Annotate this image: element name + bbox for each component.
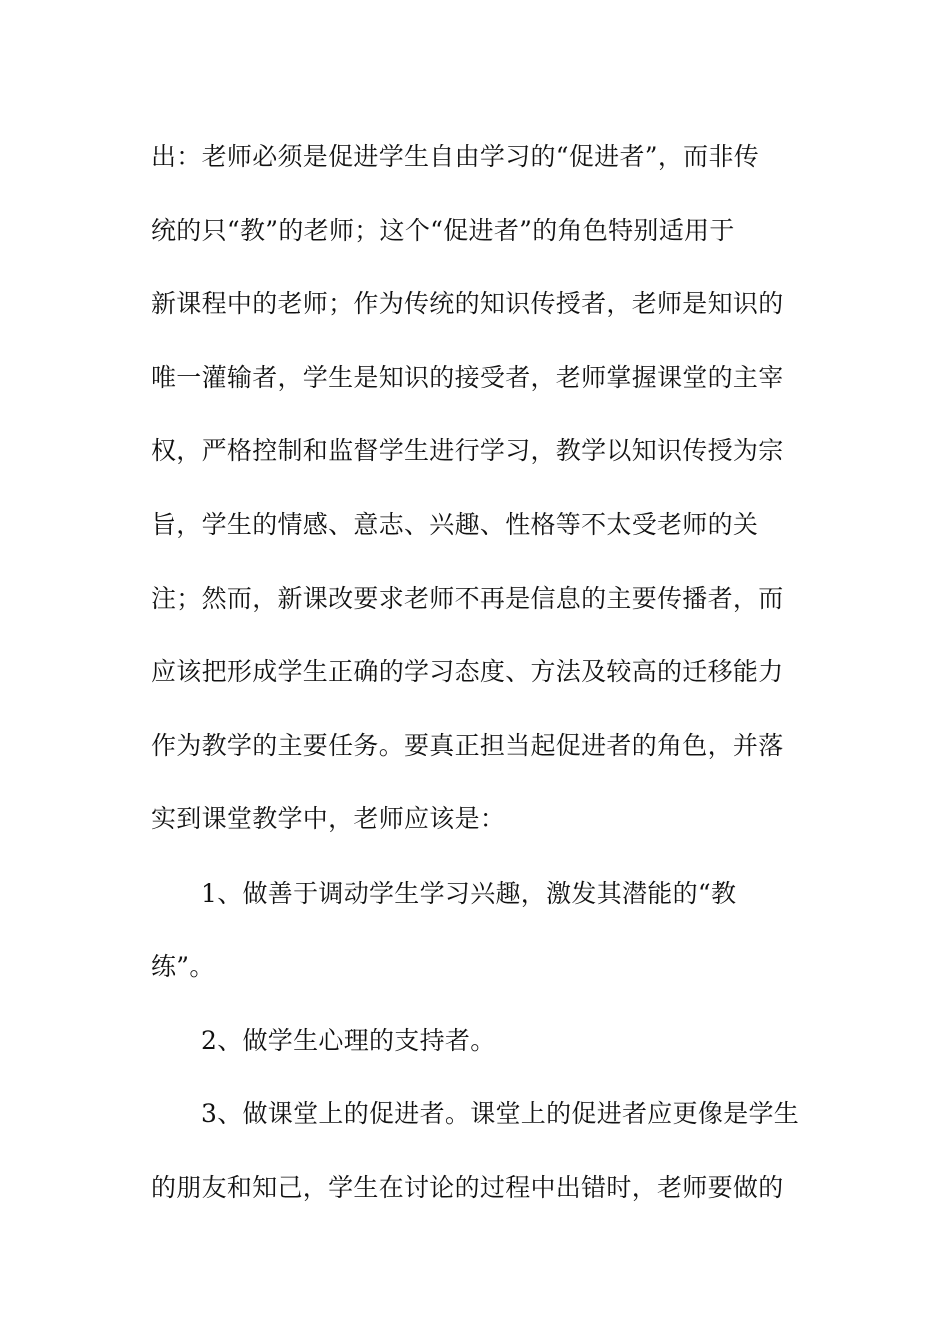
list-item-2: 2、做学生心理的支持者。: [201, 1026, 496, 1055]
list-item-3-continued: 的朋友和知己，学生在讨论的过程中出错时，老师要做的: [151, 1173, 784, 1202]
list-item-1: 1、做善于调动学生学习兴趣，激发其潜能的“教: [201, 879, 737, 908]
paragraph-line: 旨，学生的情感、意志、兴趣、性格等不太受老师的关: [151, 510, 759, 539]
paragraph-line: 权，严格控制和监督学生进行学习，教学以知识传授为宗: [151, 436, 784, 465]
paragraph-line: 出：老师必须是促进学生自由学习的“促进者”，而非传: [151, 142, 760, 171]
paragraph-line: 应该把形成学生正确的学习态度、方法及较高的迁移能力: [151, 657, 784, 686]
paragraph-line: 注；然而，新课改要求老师不再是信息的主要传播者，而: [151, 584, 784, 613]
list-item-3: 3、做课堂上的促进者。课堂上的促进者应更像是学生: [201, 1099, 800, 1128]
paragraph-line: 统的只“教”的老师；这个“促进者”的角色特别适用于: [151, 216, 735, 245]
paragraph-line: 作为教学的主要任务。要真正担当起促进者的角色，并落: [151, 731, 784, 760]
paragraph-line: 实到课堂教学中，老师应该是：: [151, 804, 506, 833]
paragraph-line: 新课程中的老师；作为传统的知识传授者，老师是知识的: [151, 289, 784, 318]
paragraph-line: 唯一灌输者，学生是知识的接受者，老师掌握课堂的主宰: [151, 363, 784, 392]
list-item-1-continued: 练”。: [151, 952, 215, 981]
